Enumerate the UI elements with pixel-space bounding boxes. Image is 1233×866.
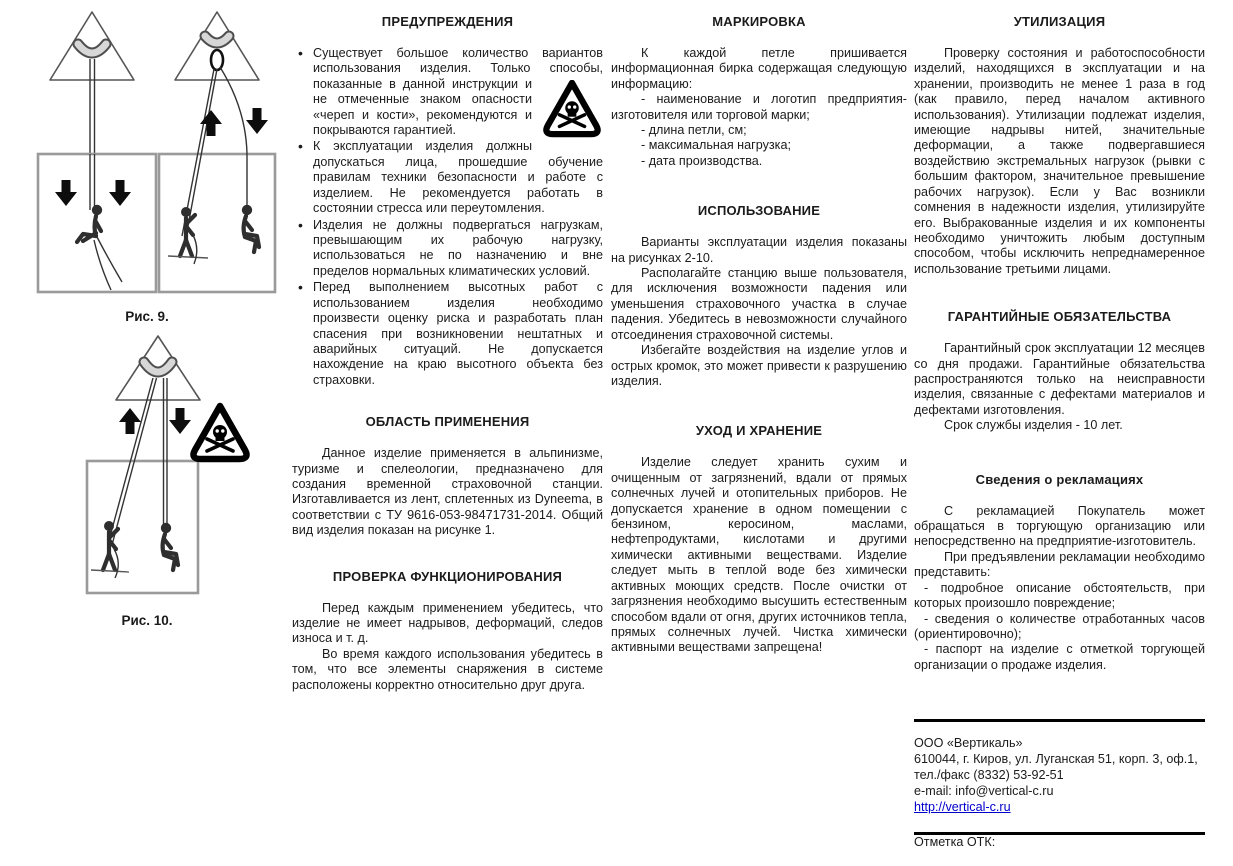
company-name: ООО «Вертикаль» bbox=[914, 736, 1023, 751]
warnings-title: ПРЕДУПРЕЖДЕНИЯ bbox=[381, 14, 514, 29]
function-check-paragraph: Перед каждым применением убедитесь, что изделие не имеет надрывов, деформаций, следов износа и т. д. bbox=[292, 600, 603, 646]
function-check-paragraph: Во время каждого использования убедитесь в том, что все элементы снаряжения в системе расположены корректно относительно друг друга. bbox=[292, 646, 603, 692]
column-marking-usage-care bbox=[611, 6, 907, 656]
claims-item: - сведения о количестве отработанных часов (ориентировочно); bbox=[914, 611, 1205, 641]
function-check-title: ПРОВЕРКА ФУНКЦИОНИРОВАНИЯ bbox=[332, 568, 563, 584]
care-title: УХОД И ХРАНЕНИЕ bbox=[695, 423, 823, 439]
warranty-title: ГАРАНТИЙНЫЕ ОБЯЗАТЕЛЬСТВА bbox=[947, 309, 1172, 325]
up-arrow-icon bbox=[200, 110, 222, 136]
warning-item bbox=[292, 218, 603, 280]
figure-10-drawing bbox=[8, 330, 286, 602]
up-arrow-icon bbox=[119, 408, 141, 434]
claims-item: - паспорт на изделие с отметкой торгующей организации о продаже изделия. bbox=[914, 642, 1205, 672]
skull-crossbones-icon bbox=[193, 406, 246, 459]
warnings-list bbox=[292, 46, 603, 388]
disposal-paragraph: Проверку состояния и работоспособности изделий, находящихся в эксплуатации и на хранении, производить не менее 1 раза в год (как правило, перед началом активного использования). Утилизации подлежат изделия, имеющие надрывы нитей, значительные деформации, а также подвергавшиеся воздействию экстремальных нагрузок (рывки с большим фактором, значительное превышение рабочих нагрузок). Если у Вас возникли сомнения в надежности изделия, утилизируйте его. Выбракованные изделия и их компоненты необходимо уничтожить любым доступным способом, чтобы исключить непреднамеренное использование третьими лицами. bbox=[914, 45, 1205, 276]
skull-crossbones-icon bbox=[541, 80, 603, 138]
warranty-paragraph: Срок службы изделия - 10 лет. bbox=[944, 418, 1123, 433]
usage-paragraph: Избегайте воздействия на изделие углов и острых кромок, это может привести к разрушению изделия. bbox=[611, 343, 907, 389]
down-arrow-icon bbox=[169, 408, 191, 434]
figure-frame bbox=[159, 154, 275, 292]
company-website-link[interactable]: http://vertical-c.ru bbox=[914, 800, 1011, 815]
warning-item bbox=[292, 46, 603, 139]
warranty-paragraph: Гарантийный срок эксплуатации 12 месяцев со дня продажи. Гарантийные обязательства распространяются только на неисправности изделия, связанные с дефектами материалов и дефектами изготовления. bbox=[914, 341, 1205, 417]
figure-9-caption: Рис. 9. bbox=[125, 309, 169, 324]
divider-rule bbox=[914, 719, 1205, 722]
marking-item: - дата производства. bbox=[641, 153, 763, 168]
usage-paragraph: Варианты эксплуатации изделия показаны на рисунках 2-10. bbox=[611, 235, 907, 265]
claims-paragraph: При предъявлении рекламации необходимо представить: bbox=[914, 549, 1205, 580]
marking-item: - наименование и логотип предприятия-изготовителя или торговой марки; bbox=[611, 92, 907, 122]
marking-intro: К каждой петле пришивается информационная бирка содержащая следующую информацию: bbox=[611, 45, 907, 91]
marking-item: - длина петли, см; bbox=[641, 123, 747, 138]
figure-9 bbox=[8, 4, 286, 324]
company-address: 610044, г. Киров, ул. Луганская 51, корп. 3, оф.1, bbox=[914, 752, 1198, 767]
warning-text: Изделия не должны подвергаться нагрузкам, превышающим их рабочую нагрузку, использоваться не по назначению и вне пределов нормальных климатических условий. bbox=[313, 217, 603, 278]
warning-item bbox=[292, 280, 603, 388]
qc-mark-label: Отметка ОТК: bbox=[914, 835, 996, 850]
warning-text: Перед выполнением высотных работ с использованием изделия необходимо произвести оценку риска и разработать план спасения при возникновении нештатных и аварийных ситуаций. Не допускается нахождение на краю высотного объекта без страховки. bbox=[313, 280, 603, 387]
claims-title: Сведения о рекламациях bbox=[975, 471, 1144, 487]
usage-paragraph: Располагайте станцию выше пользователя, для исключения возможности падения или уменьшения страховочного участка в случае падения. Убедитесь в невозможности случайного отсоединения страховочной системы. bbox=[611, 266, 907, 342]
marking-title: МАРКИРОВКА bbox=[712, 14, 806, 29]
down-arrow-icon bbox=[246, 108, 268, 134]
anchor-triangle-icon bbox=[116, 336, 200, 400]
figure-9-drawing bbox=[8, 4, 286, 298]
claims-item: - подробное описание обстоятельств, при которых произошло повреждение; bbox=[914, 580, 1205, 611]
care-paragraph: Изделие следует хранить сухим и очищенным от загрязнений, вдали от прямых солнечных лучей и отопительных приборов. Не допускается хранение в одном помещении с бензином, керосином, маслами, нефтепродуктами, кислотами и другими химически активными веществами. Изделие следует мыть в теплой воде без химически активных моющих средств. После очистки от загрязнения необходимо высушить естественным способом вдали от огня, других источников тепла, прямых солнечных лучей. Чистка химически активными веществами запрещена! bbox=[611, 455, 907, 655]
scope-title: ОБЛАСТЬ ПРИМЕНЕНИЯ bbox=[365, 414, 530, 430]
marking-item: - максимальная нагрузка; bbox=[641, 138, 791, 153]
manufacturer-contact-block bbox=[914, 736, 1205, 816]
warning-text: показанные в данной инструкции и не отмеченные знаком опасности «череп и кости», рекомендуются и покрываются гарантией. bbox=[313, 76, 532, 138]
company-email: e-mail: info@vertical-c.ru bbox=[914, 784, 1054, 799]
anchor-triangle-icon bbox=[50, 12, 134, 80]
warning-text: Существует большое количество вариантов использования изделия. Только способы, bbox=[313, 45, 603, 76]
warning-item bbox=[292, 139, 603, 216]
claims-paragraph: С рекламацией Покупатель может обращаться в торгующую организацию или непосредственно на предприятие-изготовитель. bbox=[914, 503, 1205, 549]
column-disposal-warranty bbox=[914, 6, 1205, 851]
disposal-title: УТИЛИЗАЦИЯ bbox=[1013, 14, 1106, 29]
figure-frame bbox=[87, 461, 198, 593]
warning-text: К эксплуатации изделия должны допускаться лица, прошедшие обучение правилам техники безопасности и работе с изделием. Не рекомендуется работать в состоянии стресса или переутомления. bbox=[313, 139, 603, 216]
usage-title: ИСПОЛЬЗОВАНИЕ bbox=[697, 203, 821, 219]
column-warnings bbox=[292, 6, 603, 693]
company-phone: тел./факс (8332) 53-92-51 bbox=[914, 768, 1064, 783]
figure-10-caption: Рис. 10. bbox=[121, 613, 173, 628]
figure-10 bbox=[8, 330, 286, 628]
scope-paragraph: Данное изделие применяется в альпинизме, туризме и спелеологии, предназначено для создания временной страховочной станции. Изготавливается из лент, сплетенных из Dyneema, в соответствии с ТУ 9616-053-98471731-2014. Общий вид изделия показан на рисунке 1. bbox=[292, 446, 603, 538]
